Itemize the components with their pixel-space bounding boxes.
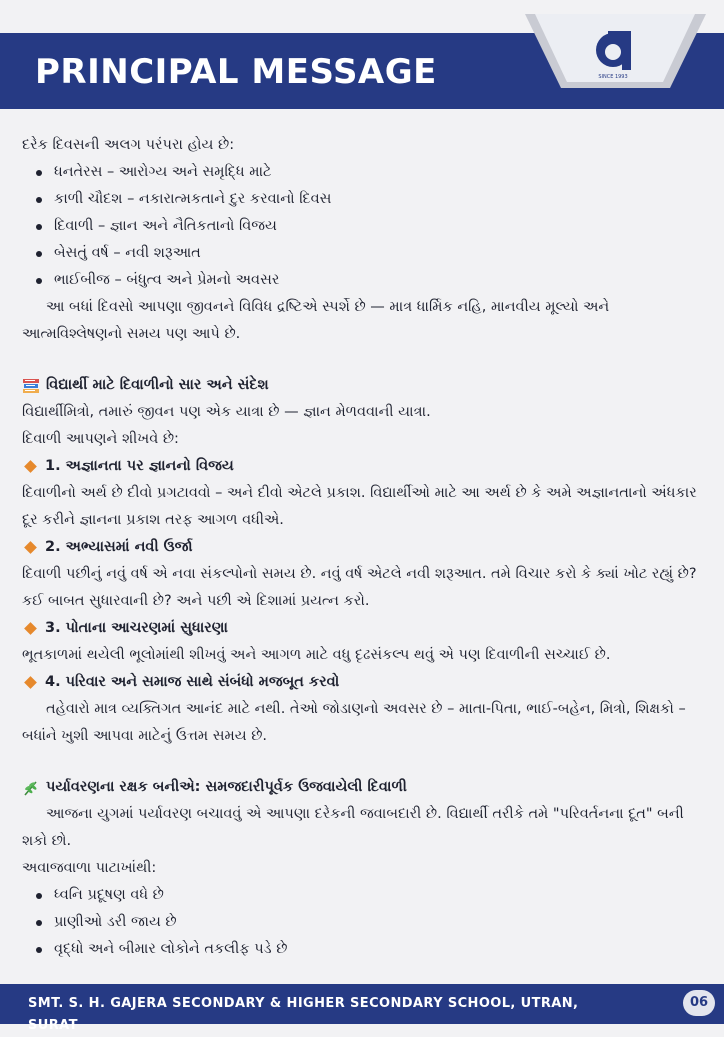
list-item: ધ્વનિ પ્રદૂષણ વધે છે	[36, 882, 706, 909]
point-title: 1. અજ્ઞાનતા પર જ્ઞાનનો વિજય	[45, 458, 234, 474]
section-line: દિવાળી આપણને શીખવે છે:	[22, 431, 179, 447]
list-item: કાળી ચૌદશ – નકારાત્મકતાને દુર કરવાનો દિવસ	[36, 186, 706, 213]
point-text: દિવાળીનો અર્થ છે દીવો પ્રગટાવવો – અને દીવો એટલે પ્રકાશ. વિદ્યાર્થીઓ માટે આ અર્થ છે કે અમે અજ્ઞાનતાનો અંધકાર દૂર કરીને જ્ઞાનના પ્રકાશ તરફ આગળ વધીએ.	[22, 485, 697, 528]
herb-icon	[22, 779, 40, 797]
point-title: 4. પરિવાર અને સમાજ સાથે સંબંધો મજબૂત કરવો	[45, 674, 340, 690]
point-text: ભૂતકાળમાં થયેલી ભૂલોમાંથી શીખવું અને આગળ માટે વધુ દૃઢસંકલ્પ થવું એ પણ દિવાળીની સચ્ચાઈ છે.	[22, 647, 611, 663]
intro-line: દરેક દિવસની અલગ પરંપરા હોય છે:	[22, 137, 235, 153]
school-logo	[525, 0, 724, 100]
point-heading	[22, 669, 706, 696]
diamond-bullet-icon	[24, 676, 37, 689]
list-item: વૃદ્ધો અને બીમાર લોકોને તકલીફ પડે છે	[36, 936, 706, 963]
message-body	[22, 132, 706, 963]
list-item: ભાઈબીજ – બંધુત્વ અને પ્રેમનો અવસર	[36, 267, 706, 294]
section-title: પર્યાવરણના રક્ષક બનીએ: સમજદારીપૂર્વક ઉજવાયેલી દિવાળી	[46, 779, 407, 795]
days-list	[22, 159, 706, 294]
list-item: ધનતેરસ – આરોગ્ય અને સમૃદ્ધિ માટે	[36, 159, 706, 186]
list-item: પ્રાણીઓ ડરી જાય છે	[36, 909, 706, 936]
books-icon	[22, 377, 40, 395]
point-heading	[22, 453, 706, 480]
point-title: 2. અભ્યાસમાં નવી ઉર્જા	[45, 539, 193, 555]
school-name: SMT. S. H. GAJERA SECONDARY & HIGHER SECONDARY SCHOOL, UTRAN, SURAT	[28, 996, 579, 1033]
section-heading	[22, 372, 706, 399]
effects-list	[22, 882, 706, 963]
section-title: વિદ્યાર્થી માટે દિવાળીનો સાર અને સંદેશ	[46, 377, 269, 393]
section-paragraph: આજના યુગમાં પર્યાવરણ બચાવવું એ આપણા દરેકની જવાબદારી છે. વિદ્યાર્થી તરીકે તમે "પરિવર્તનના દૂત" બની શકો છો.	[22, 806, 684, 849]
section-heading	[22, 774, 706, 801]
section-line: વિદ્યાર્થીમિત્રો, તમારું જીવન પણ એક યાત્રા છે — જ્ઞાન મેળવવાની યાત્રા.	[22, 404, 431, 420]
diamond-bullet-icon	[24, 541, 37, 554]
point-text: તહેવારો માત્ર વ્યક્તિગત આનંદ માટે નથી. તેઓ જોડાણનો અવસર છે – માતા-પિતા, ભાઈ-બહેન, મિત્રો, શિક્ષકો – બધાંને ખુશી આપવા માટેનું ઉત્તમ સમય છે.	[22, 701, 686, 744]
point-text: દિવાળી પછીનું નવું વર્ષ એ નવા સંકલ્પોનો સમય છે. નવું વર્ષ એટલે નવી શરૂઆત. તમે વિચાર કરો કે ક્યાં ખોટ રહ્યું છે? કઈ બાબત સુધારવાની છે? અને પછી એ દિશામાં પ્રયત્ન કરો.	[22, 566, 697, 609]
section-line: અવાજવાળા પાટાખાંથી:	[22, 860, 157, 876]
days-summary: આ બધાં દિવસો આપણા જીવનને વિવિધ દ્રષ્ટિએ સ્પર્શે છે — માત્ર ધાર્મિક નહિ, માનવીય મૂલ્યો અને આત્મવિશ્લેષણનો સમય પણ આપે છે.	[22, 299, 610, 342]
list-item: દિવાળી – જ્ઞાન અને નૈતિકતાનો વિજય	[36, 213, 706, 240]
diamond-bullet-icon	[24, 622, 37, 635]
point-heading	[22, 534, 706, 561]
point-title: 3. પોતાના આચરણમાં સુધારણા	[45, 620, 228, 636]
list-item: બેસતું વર્ષ – નવી શરૂઆત	[36, 240, 706, 267]
page-number-badge: 06	[683, 990, 715, 1016]
diamond-bullet-icon	[24, 460, 37, 473]
logo-text: SINCE 1993	[598, 74, 628, 80]
page-title: PRINCIPAL MESSAGE	[35, 52, 437, 92]
point-heading	[22, 615, 706, 642]
